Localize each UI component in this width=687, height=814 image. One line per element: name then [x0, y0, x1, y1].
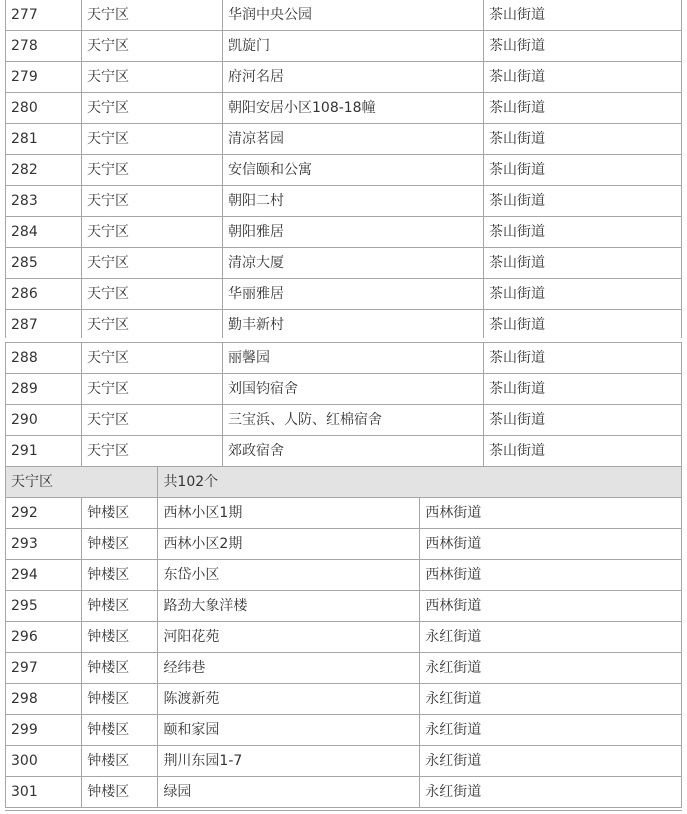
- row-number: 285: [6, 248, 82, 279]
- row-number: 284: [6, 217, 82, 248]
- community-name-cell: 朝阳雅居: [223, 217, 484, 248]
- table-bottom-edge: [5, 810, 682, 811]
- row-number: 279: [6, 62, 82, 93]
- district-cell: 天宁区: [82, 436, 223, 467]
- community-name-cell: 三宝浜、人防、红棉宿舍: [223, 405, 484, 436]
- row-number: 277: [6, 0, 82, 31]
- district-cell: 天宁区: [82, 374, 223, 405]
- table-row: [6, 93, 682, 124]
- table-row: [6, 405, 682, 436]
- table-row: [6, 436, 682, 467]
- community-name-cell: 刘国钧宿舍: [223, 374, 484, 405]
- table-row: [6, 374, 682, 405]
- table-row: [6, 343, 682, 374]
- table-row: [6, 279, 682, 310]
- district-cell: 天宁区: [82, 124, 223, 155]
- table-row: [6, 124, 682, 155]
- street-cell: 永红街道: [420, 746, 682, 777]
- table-row: [6, 777, 682, 808]
- table-row: [6, 622, 682, 653]
- street-cell: 永红街道: [420, 622, 682, 653]
- district-cell: 钟楼区: [82, 746, 158, 777]
- district-cell: 天宁区: [82, 310, 223, 341]
- row-number: 286: [6, 279, 82, 310]
- row-number: 296: [6, 622, 82, 653]
- street-cell: 茶山街道: [484, 279, 682, 310]
- row-number: 294: [6, 560, 82, 591]
- row-number: 298: [6, 684, 82, 715]
- table-row: [6, 746, 682, 777]
- row-number: 282: [6, 155, 82, 186]
- district-cell: 钟楼区: [82, 715, 158, 746]
- district-cell: 天宁区: [82, 343, 223, 374]
- district-cell: 天宁区: [82, 248, 223, 279]
- street-cell: 茶山街道: [484, 436, 682, 467]
- community-name-cell: 河阳花苑: [158, 622, 420, 653]
- row-number: 291: [6, 436, 82, 467]
- street-cell: 永红街道: [420, 777, 682, 808]
- district-cell: 天宁区: [82, 217, 223, 248]
- row-number: 300: [6, 746, 82, 777]
- district-cell: 钟楼区: [82, 622, 158, 653]
- table-body: [6, 467, 682, 808]
- district-cell: 天宁区: [82, 93, 223, 124]
- community-table-bottom: [5, 466, 682, 808]
- community-name-cell: 绿园: [158, 777, 420, 808]
- street-cell: 茶山街道: [484, 405, 682, 436]
- community-table-middle: [5, 342, 682, 467]
- row-number: 287: [6, 310, 82, 341]
- table-body: [6, 343, 682, 467]
- table-row: [6, 0, 682, 31]
- community-name-cell: 清凉大厦: [223, 248, 484, 279]
- row-number: 288: [6, 343, 82, 374]
- table-row: [6, 31, 682, 62]
- table-row: [6, 62, 682, 93]
- community-name-cell: 勤丰新村: [223, 310, 484, 341]
- district-cell: 钟楼区: [82, 591, 158, 622]
- table-row: [6, 186, 682, 217]
- community-name-cell: 郊政宿舍: [223, 436, 484, 467]
- street-cell: 茶山街道: [484, 155, 682, 186]
- table-row: [6, 560, 682, 591]
- table-body: [6, 0, 682, 341]
- table-row: [6, 217, 682, 248]
- row-number: 290: [6, 405, 82, 436]
- district-cell: 天宁区: [82, 186, 223, 217]
- district-cell: 钟楼区: [82, 498, 158, 529]
- street-cell: 茶山街道: [484, 343, 682, 374]
- community-name-cell: 凯旋门: [223, 31, 484, 62]
- row-number: 299: [6, 715, 82, 746]
- table-row: [6, 715, 682, 746]
- community-name-cell: 安信颐和公寓: [223, 155, 484, 186]
- table-row: [6, 498, 682, 529]
- row-number: 280: [6, 93, 82, 124]
- street-cell: 永红街道: [420, 715, 682, 746]
- community-name-cell: 朝阳二村: [223, 186, 484, 217]
- district-cell: 钟楼区: [82, 560, 158, 591]
- district-cell: 钟楼区: [82, 777, 158, 808]
- street-cell: 茶山街道: [484, 93, 682, 124]
- district-cell: 天宁区: [82, 279, 223, 310]
- summary-row: [6, 467, 682, 498]
- community-name-cell: 丽馨园: [223, 343, 484, 374]
- community-name-cell: 西林小区2期: [158, 529, 420, 560]
- row-number: 281: [6, 124, 82, 155]
- street-cell: 茶山街道: [484, 124, 682, 155]
- table-row: [6, 684, 682, 715]
- street-cell: 茶山街道: [484, 62, 682, 93]
- district-cell: 钟楼区: [82, 529, 158, 560]
- table-row: [6, 248, 682, 279]
- summary-district: 天宁区: [6, 467, 158, 498]
- community-name-cell: 荆川东园1-7: [158, 746, 420, 777]
- row-number: 295: [6, 591, 82, 622]
- community-table-top: [5, 0, 682, 341]
- street-cell: 茶山街道: [484, 217, 682, 248]
- district-cell: 天宁区: [82, 155, 223, 186]
- table-row: [6, 653, 682, 684]
- street-cell: 西林街道: [420, 498, 682, 529]
- district-cell: 天宁区: [82, 405, 223, 436]
- community-name-cell: 颐和家园: [158, 715, 420, 746]
- row-number: 297: [6, 653, 82, 684]
- row-number: 293: [6, 529, 82, 560]
- street-cell: 茶山街道: [484, 310, 682, 341]
- community-name-cell: 西林小区1期: [158, 498, 420, 529]
- community-name-cell: 清凉茗园: [223, 124, 484, 155]
- table-row: [6, 310, 682, 341]
- street-cell: 西林街道: [420, 529, 682, 560]
- district-cell: 天宁区: [82, 62, 223, 93]
- street-cell: 永红街道: [420, 653, 682, 684]
- street-cell: 茶山街道: [484, 248, 682, 279]
- district-cell: 钟楼区: [82, 684, 158, 715]
- community-name-cell: 陈渡新苑: [158, 684, 420, 715]
- street-cell: 茶山街道: [484, 374, 682, 405]
- summary-total: 共102个: [158, 467, 682, 498]
- row-number: 283: [6, 186, 82, 217]
- street-cell: 茶山街道: [484, 31, 682, 62]
- community-name-cell: 府河名居: [223, 62, 484, 93]
- street-cell: 茶山街道: [484, 0, 682, 31]
- district-cell: 天宁区: [82, 31, 223, 62]
- street-cell: 茶山街道: [484, 186, 682, 217]
- street-cell: 西林街道: [420, 591, 682, 622]
- row-number: 289: [6, 374, 82, 405]
- community-name-cell: 华润中央公园: [223, 0, 484, 31]
- row-number: 301: [6, 777, 82, 808]
- district-cell: 钟楼区: [82, 653, 158, 684]
- community-name-cell: 路劲大象洋楼: [158, 591, 420, 622]
- table-row: [6, 529, 682, 560]
- street-cell: 永红街道: [420, 684, 682, 715]
- table-row: [6, 155, 682, 186]
- community-name-cell: 朝阳安居小区108-18幢: [223, 93, 484, 124]
- community-name-cell: 经纬巷: [158, 653, 420, 684]
- community-name-cell: 东岱小区: [158, 560, 420, 591]
- district-cell: 天宁区: [82, 0, 223, 31]
- community-name-cell: 华丽雅居: [223, 279, 484, 310]
- street-cell: 西林街道: [420, 560, 682, 591]
- table-row: [6, 591, 682, 622]
- row-number: 278: [6, 31, 82, 62]
- row-number: 292: [6, 498, 82, 529]
